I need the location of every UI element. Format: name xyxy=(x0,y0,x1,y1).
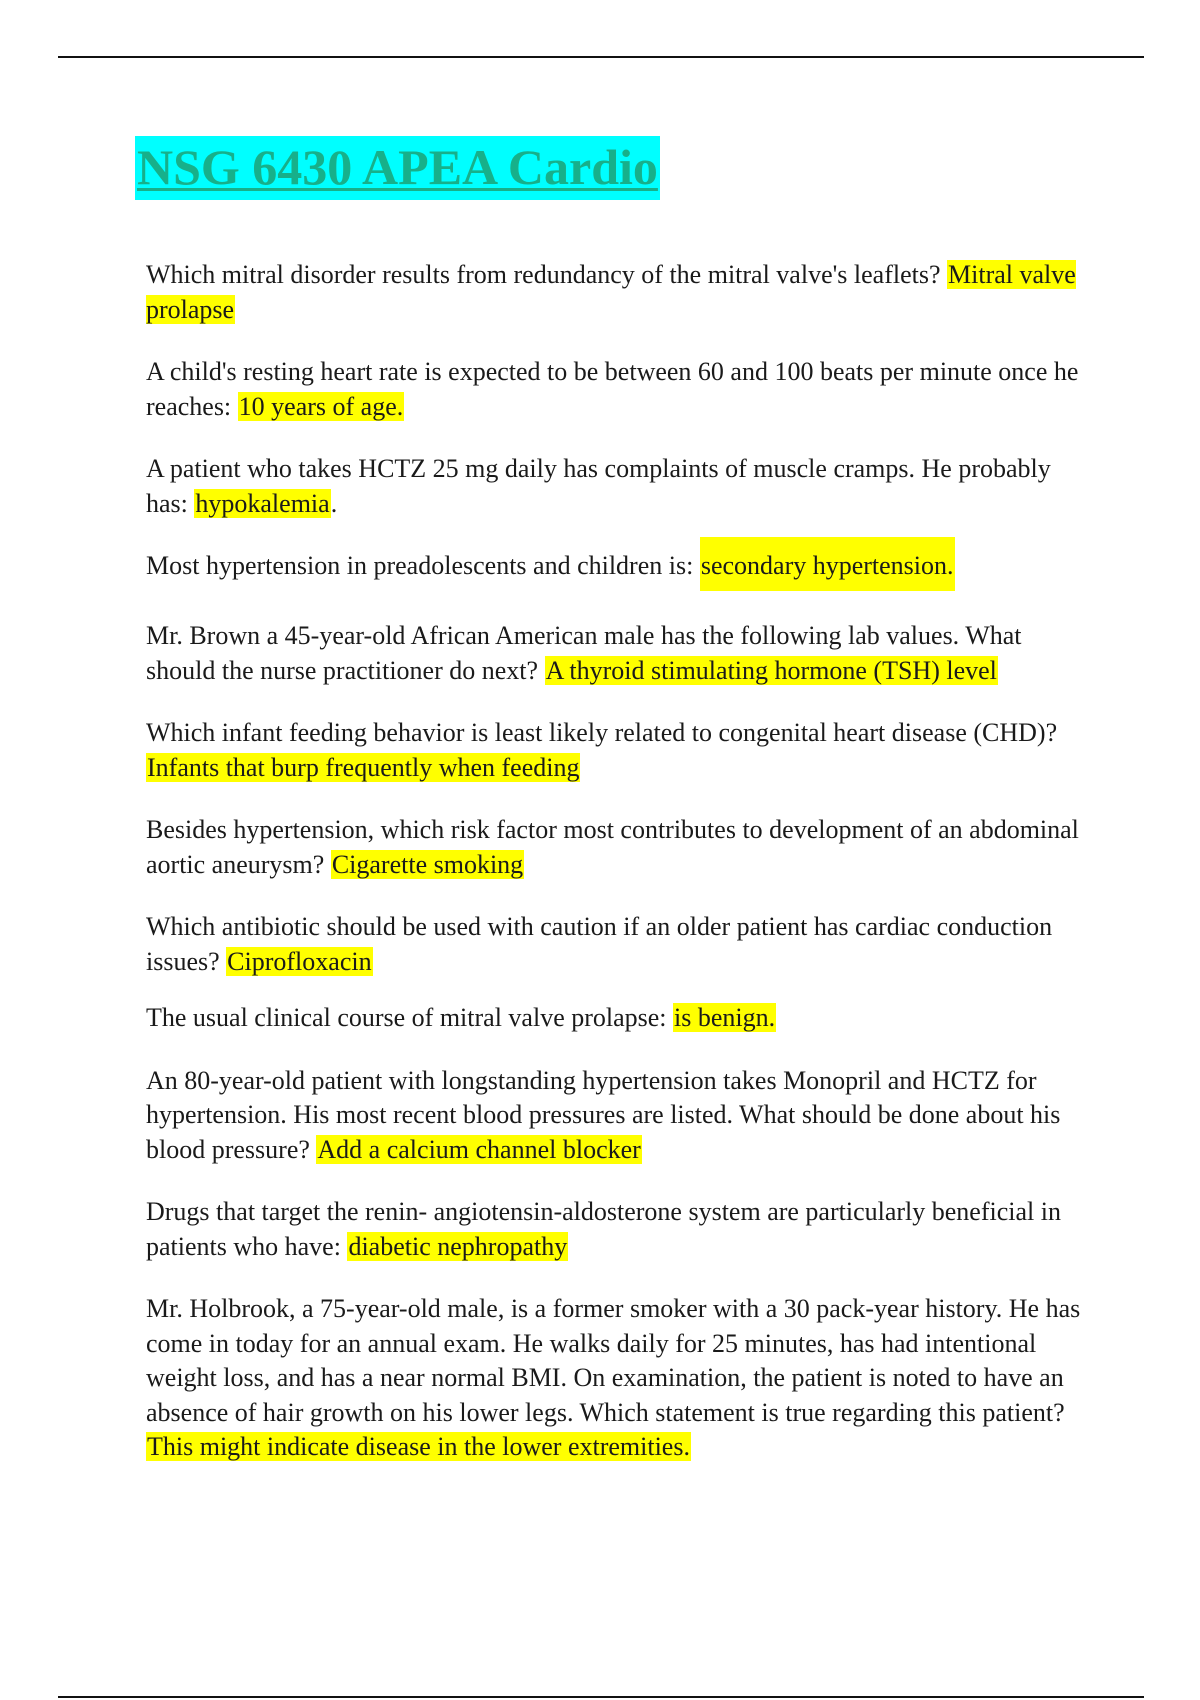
answer-highlight: This might indicate disease in the lower extremities. xyxy=(147,1432,690,1461)
answer-highlight: hypokalemia xyxy=(195,488,330,518)
question-text: Besides hypertension, which risk factor most contributes to development of an abdominal aortic aneurysm? xyxy=(146,815,1079,879)
qa-item xyxy=(146,910,1086,979)
qa-item xyxy=(146,452,1086,521)
qa-list xyxy=(146,258,1086,1493)
question-text: The usual clinical course of mitral valve prolapse: xyxy=(146,1003,667,1032)
bottom-rule xyxy=(58,1696,1144,1698)
answer-highlight: Add a calcium channel blocker xyxy=(317,1134,641,1164)
answer-highlight: Mitral valve prolapse xyxy=(146,260,1076,324)
answer-highlight: 10 years of age. xyxy=(238,391,404,421)
qa-item xyxy=(146,258,1086,327)
qa-item xyxy=(146,549,1086,591)
qa-item xyxy=(146,1064,1086,1168)
answer-highlight: Cigarette smoking xyxy=(331,849,524,879)
answer-highlight: Ciprofloxacin xyxy=(227,946,372,976)
answer-suffix: . xyxy=(330,488,338,518)
document-title: NSG 6430 APEA Cardio xyxy=(135,136,660,200)
qa-item xyxy=(146,619,1086,688)
answer-highlight: secondary hypertension. xyxy=(700,537,955,591)
qa-item xyxy=(146,813,1086,882)
question-text: Which infant feeding behavior is least likely related to congenital heart disease (CHD)? xyxy=(146,718,1058,747)
top-rule xyxy=(58,56,1144,58)
answer-highlight: Infants that burp frequently when feeding xyxy=(147,752,580,782)
question-text: Drugs that target the renin- angiotensin-aldosterone system are particularly beneficial in patients who have: xyxy=(146,1197,1061,1261)
qa-item xyxy=(146,1195,1086,1264)
qa-item xyxy=(146,1001,1086,1036)
qa-item xyxy=(146,355,1086,424)
question-text: Mr. Brown a 45-year-old African American male has the following lab values. What should the nurse practitioner do next? xyxy=(146,621,1022,685)
question-text: Mr. Holbrook, a 75-year-old male, is a former smoker with a 30 pack-year history. He has come in today for an annual exam. He walks daily for 25 minutes, has had intentional weight loss, and has a near normal BMI. On examination, the patient is noted to have an absence of hair growth on his lower legs. Which statement is true regarding this patient? xyxy=(146,1294,1081,1427)
question-text: Which antibiotic should be used with caution if an older patient has cardiac conduction issues? xyxy=(146,912,1053,976)
question-text: Most hypertension in preadolescents and children is: xyxy=(146,551,694,580)
answer-highlight: is benign. xyxy=(674,1003,776,1032)
qa-item xyxy=(146,716,1086,785)
question-text: A child's resting heart rate is expected to be between 60 and 100 beats per minute once he reaches: xyxy=(146,357,1079,421)
qa-item xyxy=(146,1292,1086,1465)
answer-highlight: A thyroid stimulating hormone (TSH) level xyxy=(545,655,997,685)
answer-highlight: diabetic nephropathy xyxy=(348,1231,568,1261)
question-text: A patient who takes HCTZ 25 mg daily has complaints of muscle cramps. He probably has: xyxy=(146,454,1051,518)
question-text: Which mitral disorder results from redundancy of the mitral valve's leaflets? xyxy=(146,260,941,289)
question-text: An 80-year-old patient with longstanding hypertension takes Monopril and HCTZ for hypertension. His most recent blood pressures are listed. What should be done about his blood pressure? xyxy=(146,1065,1061,1164)
